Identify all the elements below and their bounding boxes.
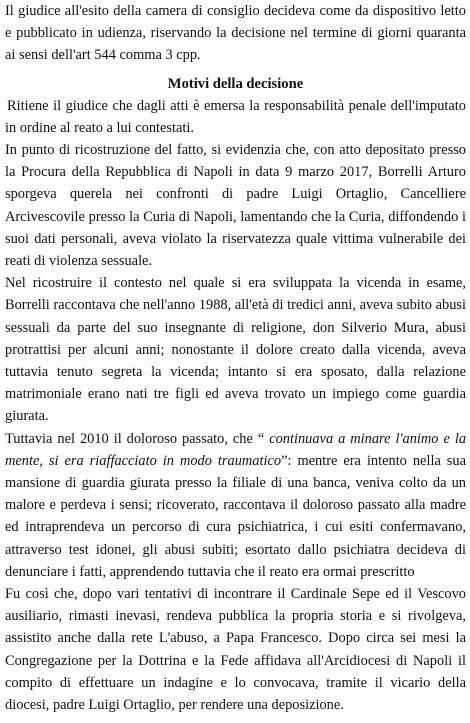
paragraph-3: Nel ricostruire il contesto nel quale si era sviluppata la vicenda in esame, Borrelli raccontava che nell'anno 1988, all'età di tredici anni, aveva subito abusi sessuali da parte del suo insegnante di religione, don Silverio Mura, abusi protrattisi per alcuni anni; nonostante il dolore creato dalla vicenda, aveva tuttavia tenuto segreta la vicenda; intanto si era sposato, dalla relazione matrimoniale erano nati tre figli ed aveva trovato un impiego come guardia giurata. [5,275,466,425]
paragraph-4 [5,428,466,583]
paragraph-4-end: ”: mentre era intento nella sua mansione di guardia giurata presso la filiale di una banca, veniva colto da un malore e perdeva i sensi; ricoverato, raccontava il doloroso passato alla madre ed intraprendeva un percorso di cura psichiatrica, i cui esiti confermavano, attraverso test idonei, gli abusi subiti; esortato dallo psichiatra decideva di denunciare i fatti, apprendendo tuttavia che il reato era ormai prescritto [5,452,466,580]
document-body [5,0,466,716]
paragraph-intro: Il giudice all'esito della camera di consiglio decideva come da dispositivo letto e pubblicato in udienza, riservando la decisione nel termine di giorni quaranta ai sensi dell'art 544 comma 3 cpp. [5,3,466,64]
section-heading: Motivi della decisione [167,75,304,92]
paragraph-5: Fu così che, dopo vari tentativi di incontrare il Cardinale Sepe ed il Vescovo ausiliario, rimasti inevasi, rendeva pubblica la propria storia e si rivolgeva, assistito anche dalla rete L'abuso, a Papa Francesco. Dopo circa sei mesi la Congregazione per la Dottrina e la Fede affidava all'Arcidiocesi di Napoli il compito di effettuare un indagine e lo convocava, tramite il vicario della diocesi, padre Luigi Ortaglio, per rendere una deposizione. [5,586,466,714]
paragraph-4-start: Tuttavia nel 2010 il doloroso passato, che “ [5,430,265,447]
paragraph-1: Ritiene il giudice che dagli atti è emersa la responsabilità penale dell'imputato in ordine al reato a lui contestati. [5,97,466,136]
paragraph-4-quote: continuava a minare l'animo e la mente, si era riaffacciato in modo traumatico [5,430,467,469]
paragraph-2: In punto di ricostruzione del fatto, si evidenzia che, con atto depositato presso la Procura della Repubblica di Napoli in data 9 marzo 2017, Borrelli Arturo sporgeva querela nei confronti di padre Luigi Ortaglio, Cancelliere Arcivescovile presso la Curia di Napoli, lamentando che la Curia, diffondendo i suoi dati personali, aveva violato la riservatezza quale vittima vulnerabile dei reati di violenza sessuale. [5,142,466,270]
